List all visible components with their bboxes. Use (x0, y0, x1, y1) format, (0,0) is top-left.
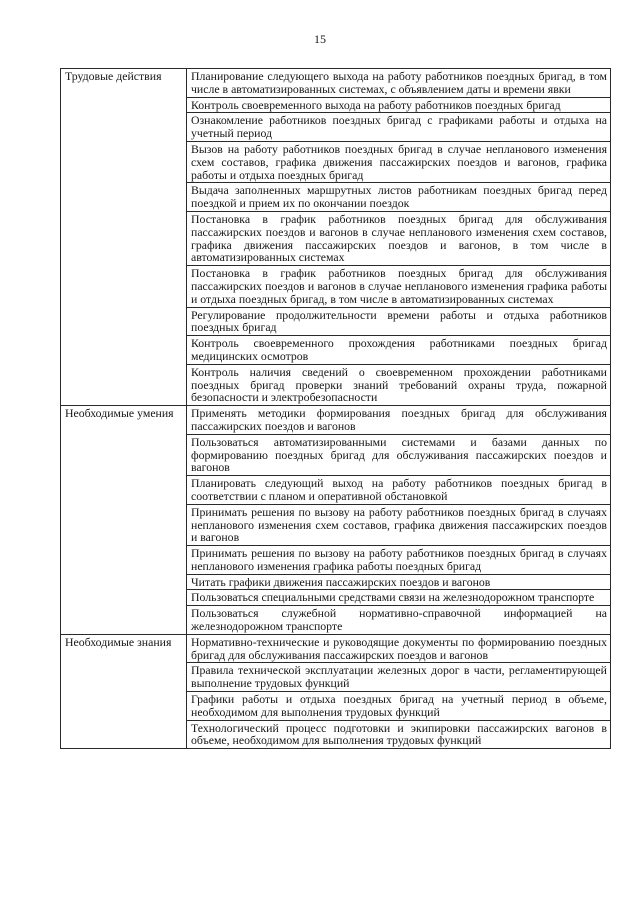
requirement-text: Графики работы и отдыха поездных бригад на учетный период в объеме, необходимом для выполнения трудовых функций (191, 692, 607, 719)
requirement-cell (187, 634, 611, 663)
requirement-cell (187, 266, 611, 307)
requirement-cell (187, 406, 611, 435)
requirement-text: Ознакомление работников поездных бригад с графиками работы и отдыха на учетный период (191, 113, 607, 141)
requirement-cell (187, 720, 611, 749)
requirement-cell (187, 692, 611, 721)
requirement-text: Контроль своевременного выхода на работу работников поездных бригад (191, 97, 561, 112)
requirement-text: Применять методики формирования поездных бригад для обслуживания пассажирских поездов и вагонов (191, 406, 607, 433)
table-row (61, 406, 611, 435)
requirements-table (60, 68, 611, 749)
requirement-text: Читать графики движения пассажирских поездов и вагонов (191, 574, 491, 589)
requirement-text: Постановка в график работников поездных бригад для обслуживания пассажирских поездов и вагонов в случае непланового изменения схем составов, графика движения пассажирских поездов и вагонов, в том числе в автоматизированных системах (191, 211, 607, 265)
page-number: 15 (314, 32, 326, 46)
requirement-cell (187, 504, 611, 545)
requirement-cell (187, 606, 611, 635)
requirement-cell (187, 97, 611, 113)
section-label: Необходимые умения (61, 406, 187, 635)
requirement-cell (187, 183, 611, 212)
requirement-text: Пользоваться специальными средствами связи на железнодорожном транспорте (191, 590, 595, 605)
requirement-text: Выдача заполненных маршрутных листов работникам поездных бригад перед поездкой и прием их по окончании поездок (191, 183, 607, 211)
requirement-cell (187, 476, 611, 505)
requirement-text: Регулирование продолжительности времени работы и отдыха работников поездных бригад (191, 307, 607, 335)
requirement-cell (187, 211, 611, 265)
requirement-cell (187, 141, 611, 182)
requirement-text: Правила технической эксплуатации железных дорог в части, регламентирующей выполнение трудовых функций (191, 663, 607, 691)
requirements-table-body (61, 69, 611, 749)
requirement-text: Контроль своевременного прохождения работниками поездных бригад медицинских осмотров (191, 336, 607, 363)
requirement-text: Принимать решения по вызову на работу работников поездных бригад в случаях непланового изменения схем составов, графика движения пассажирских поездов и вагонов (191, 504, 607, 545)
requirement-text: Постановка в график работников поездных бригад для обслуживания пассажирских поездов и вагонов в случае непланового изменения графика работы и отдыха поездных бригад, в том числе в автоматизированных системах (191, 266, 607, 306)
requirement-text: Планирование следующего выхода на работу работников поездных бригад, в том числе в автоматизированных системах, с объявлением даты и времени явки (191, 69, 607, 96)
requirement-cell (187, 307, 611, 336)
requirement-text: Пользоваться автоматизированными системами и базами данных по формированию поездных бригад для обслуживания пассажирских поездов и вагонов (191, 434, 607, 475)
requirement-text: Вызов на работу работников поездных бригад в случае непланового изменения схем составов, графика движения пассажирских поездов и вагонов, графика работы и отдыха поездных бригад (191, 141, 607, 182)
table-row (61, 634, 611, 663)
requirement-text: Технологический процесс подготовки и экипировки пассажирских вагонов в объеме, необходимом для выполнения трудовых функций (191, 720, 607, 748)
requirement-cell (187, 663, 611, 692)
section-label: Трудовые действия (61, 69, 187, 406)
requirement-text: Планировать следующий выход на работу работников поездных бригад в соответствии с планом и оперативной обстановкой (191, 476, 607, 503)
requirement-cell (187, 336, 611, 365)
requirement-text: Нормативно-технические и руководящие документы по формированию поездных бригад для обслуживания пассажирских поездов и вагонов (191, 634, 607, 662)
requirement-cell (187, 546, 611, 575)
requirement-cell (187, 574, 611, 590)
requirement-cell (187, 364, 611, 405)
requirement-cell (187, 69, 611, 98)
requirement-cell (187, 113, 611, 142)
requirement-text: Принимать решения по вызову на работу работников поездных бригад в случаях непланового изменения графика работы поездных бригад (191, 546, 607, 573)
section-label: Необходимые знания (61, 634, 187, 748)
table-row (61, 69, 611, 98)
requirement-text: Пользоваться служебной нормативно-справочной информацией на железнодорожном транспорте (191, 606, 607, 634)
requirement-text: Контроль наличия сведений о своевременном прохождении работниками поездных бригад проверки знаний требований охраны труда, пожарной безопасности и электробезопасности (191, 364, 607, 405)
requirement-cell (187, 590, 611, 606)
requirement-cell (187, 434, 611, 475)
